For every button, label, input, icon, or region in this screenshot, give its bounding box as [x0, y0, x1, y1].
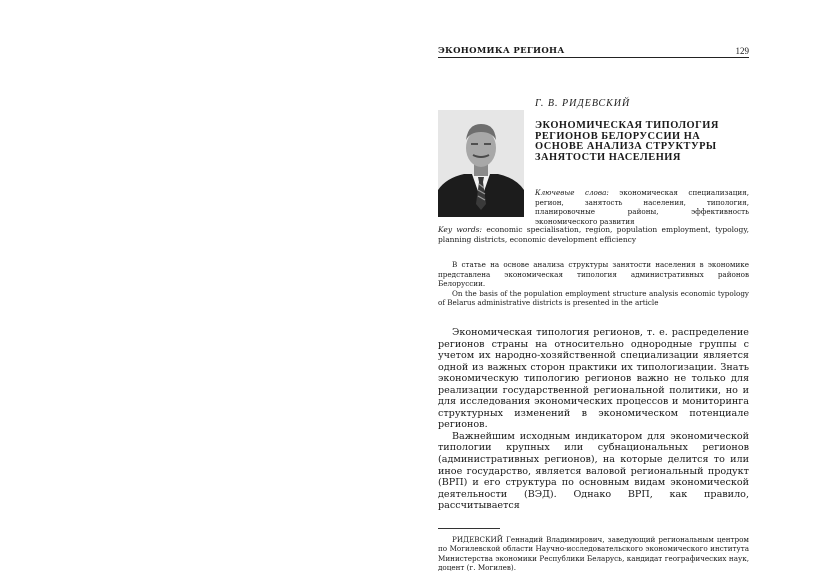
abstract-ru: В статье на основе анализа структуры занятости населения в экономике представлена экономическая типология административных районов Белоруссии. — [438, 260, 749, 289]
body-paragraph: Важнейшим исходным индикатором для экономической типологии крупных или субнациональных регионов (административных регионов), на которые делится то или иное государство, является валовой региональный продукт (ВРП) и его структура по основным видам экономической деятельности (ВЭД). Однако ВРП, как правило, рассчитывается — [438, 430, 749, 512]
keywords-en-text: economic specialisation, region, population employment, typology, planning districts, economic development efficiency — [438, 225, 749, 244]
section-title: ЭКОНОМИКА РЕГИОНА — [438, 46, 565, 56]
body-paragraph: Экономическая типология регионов, т. е. распределение регионов страны на относительно однородные группы с учетом их народно-хозяйственной специализации является одной из важных сторон практики их типологизации. Знать экономическую типологию регионов важно не только для реализации государственной региональной политики, но и для исследования экономических процессов и мониторинга структурных изменений в экономическом потенциале регионов. — [438, 326, 749, 431]
article-body — [438, 327, 749, 512]
article-header — [438, 98, 749, 258]
author-footnote: РИДЕВСКИЙ Геннадий Владимирович, заведующий региональным центром по Могилевской области Научно-исследовательского экономического института Министерства экономики Республики Беларусь, кандидат географических наук, доцент (г. Могилев). — [438, 534, 749, 572]
keywords-en-label: Key words: — [438, 225, 483, 234]
keywords-ru-label: Ключевые слова: — [535, 188, 609, 197]
author-name: Г. В. РИДЕВСКИЙ — [535, 98, 631, 109]
keywords-ru — [535, 188, 749, 226]
keywords-en — [438, 225, 749, 244]
running-head — [438, 46, 749, 58]
abstract-en: On the basis of the population employment structure analysis economic typology of Belarus administrative districts is presented in the article — [438, 288, 749, 308]
page-number: 129 — [735, 46, 749, 56]
title-block — [535, 98, 749, 163]
author-photo — [438, 110, 524, 217]
keywords-ru-text: экономическая специализация, регион, занятость населения, типология, планировочные районы, эффективность экономического развития — [535, 188, 749, 226]
abstracts — [438, 260, 749, 308]
journal-page — [438, 46, 749, 572]
footnote-divider — [438, 528, 500, 529]
article-title: ЭКОНОМИЧЕСКАЯ ТИПОЛОГИЯ РЕГИОНОВ БЕЛОРУССИИ НА ОСНОВЕ АНАЛИЗА СТРУКТУРЫ ЗАНЯТОСТИ НАСЕЛЕНИЯ — [535, 120, 719, 163]
